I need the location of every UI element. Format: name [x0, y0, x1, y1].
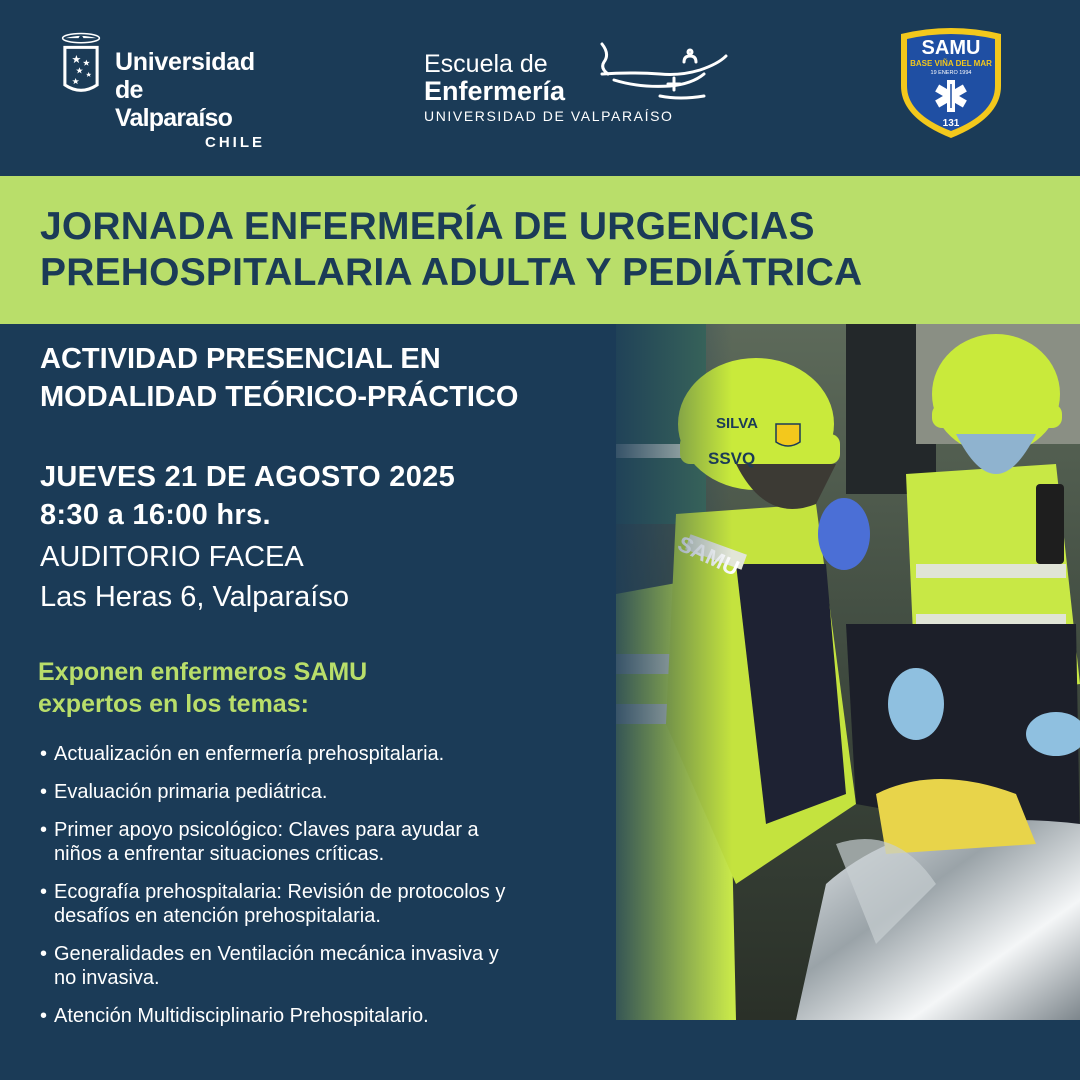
- venue-address: Las Heras 6, Valparaíso: [40, 581, 349, 613]
- speakers-line2: expertos en los temas:: [38, 690, 309, 718]
- uv-line2: de Valparaíso: [115, 76, 233, 132]
- speakers-heading: [38, 656, 367, 720]
- title-band: [0, 176, 1080, 324]
- venue-name: AUDITORIO FACEA: [40, 541, 304, 573]
- bullet-icon: •: [40, 1005, 48, 1027]
- topics-list: [40, 742, 610, 1042]
- bullet-icon: •: [40, 819, 48, 841]
- topic-line1: Ecografía prehospitalaria: Revisión de protocolos y: [54, 881, 506, 903]
- escuela-line2: Enfermería: [424, 76, 566, 106]
- topic-line1: Evaluación primaria pediátrica.: [54, 781, 328, 803]
- universidad-valparaiso-logo: [55, 30, 265, 151]
- event-details: [0, 324, 616, 1080]
- title-line2: PREHOSPITALARIA ADULTA Y PEDIÁTRICA: [40, 251, 863, 294]
- topic-item: [40, 880, 610, 928]
- samu-badge-icon: [897, 26, 1005, 140]
- topic-line1: Actualización en enfermería prehospitalaria.: [54, 743, 445, 765]
- topic-item: [40, 780, 610, 804]
- nursing-lamp-icon: [600, 40, 730, 104]
- topic-item: [40, 942, 610, 990]
- samu-number: 131: [942, 118, 960, 129]
- topic-item: [40, 1004, 610, 1028]
- escuela-line3: UNIVERSIDAD DE VALPARAÍSO: [424, 108, 674, 124]
- samu-title: SAMU: [921, 37, 981, 59]
- topic-line2: desafíos en atención prehospitalaria.: [54, 905, 381, 927]
- title-line1: JORNADA ENFERMERÍA DE URGENCIAS: [40, 205, 815, 248]
- bullet-icon: •: [40, 781, 48, 803]
- activity-line1: ACTIVIDAD PRESENCIAL EN: [40, 343, 441, 375]
- uv-line1: Universidad: [115, 48, 255, 76]
- uv-shield-icon: [55, 32, 107, 98]
- paramedics-photo: [616, 324, 1080, 1020]
- uv-line3: CHILE: [205, 134, 265, 151]
- topic-line1: Primer apoyo psicológico: Claves para ayudar a: [54, 819, 479, 841]
- uv-wordmark: [115, 48, 265, 152]
- activity-mode: [40, 340, 518, 416]
- activity-line2: MODALIDAD TEÓRICO-PRÁCTICO: [40, 381, 519, 413]
- topic-line2: no invasiva.: [54, 967, 160, 989]
- topic-line1: Atención Multidisciplinario Prehospitalario.: [54, 1005, 429, 1027]
- bullet-icon: •: [40, 943, 48, 965]
- bullet-icon: •: [40, 743, 48, 765]
- speakers-line1: Exponen enfermeros SAMU: [38, 658, 368, 686]
- topic-item: [40, 742, 610, 766]
- paramedics-illustration: [616, 324, 1080, 1020]
- header: [0, 0, 1080, 176]
- venue: [40, 537, 349, 617]
- bullet-icon: •: [40, 881, 48, 903]
- escuela-line1: Escuela de: [424, 50, 548, 78]
- samu-date: 19 ENERO 1994: [930, 70, 972, 76]
- event-date: JUEVES 21 DE AGOSTO 2025: [40, 461, 455, 493]
- samu-base: BASE VIÑA DEL MAR: [910, 59, 992, 68]
- topic-line1: Generalidades en Ventilación mecánica invasiva y: [54, 943, 499, 965]
- escuela-enfermeria-logo: [424, 40, 744, 130]
- event-title: [40, 204, 862, 296]
- topic-item: [40, 818, 610, 866]
- topic-line2: niños a enfrentar situaciones críticas.: [54, 843, 385, 865]
- event-time: 8:30 a 16:00 hrs.: [40, 499, 271, 531]
- date-time: [40, 458, 455, 534]
